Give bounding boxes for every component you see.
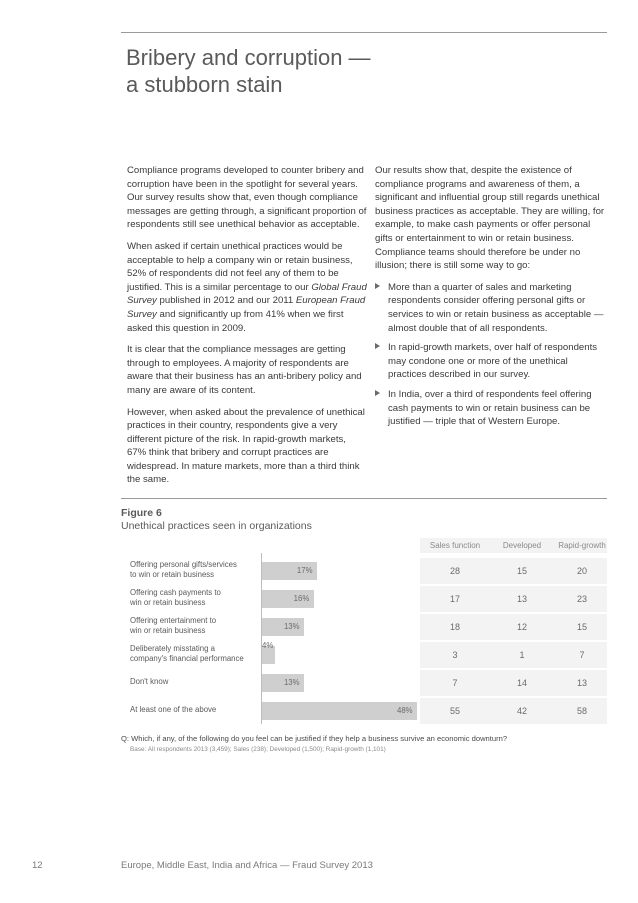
category-label (130, 677, 260, 687)
table-cell: 58 (576, 706, 587, 716)
footer-text: Europe, Middle East, India and Africa — Fraud Survey 2013 (121, 860, 373, 871)
paragraph-2-text-b: published in 2012 and our 2011 (156, 295, 296, 307)
table-cell: 18 (449, 622, 460, 632)
table-column-header: Rapid-growth (558, 541, 606, 550)
table-column-header: Developed (502, 541, 542, 550)
page-number: 12 (32, 860, 43, 871)
paragraph-2-emphasis-global-fraud-survey: Global Fraud Survey (127, 281, 367, 307)
bar-value-label: 13% (283, 622, 300, 631)
table-cell: 42 (516, 706, 527, 716)
category-label-line: win or retain business (130, 598, 206, 607)
paragraph-2-text-a: When asked if certain unethical practices would be acceptable to help a company win or retain business, 52% of respondents did not feel any of them to be justified. This is a similar percentage to our (127, 240, 353, 293)
table-cell: 15 (576, 622, 587, 632)
paragraph-2 (127, 240, 367, 335)
page-title-line-2: a stubborn stain (126, 72, 283, 97)
category-label-line: Don't know (130, 677, 169, 686)
category-label-line: Offering cash payments to (130, 588, 221, 597)
paragraph-3: It is clear that the compliance messages are getting through to employees. A majority of respondents are aware that their business has an anti-bribery policy and many are aware of its content. (127, 344, 362, 396)
bar-value-label: 4% (262, 641, 274, 650)
page-title-line-1: Bribery and corruption — (126, 45, 371, 70)
bullet-text: More than a quarter of sales and marketing respondents consider offering personal gifts or services to win or retain business as acceptable — almost double that of all respondents. (388, 281, 604, 334)
category-label-line: company's financial performance (130, 654, 244, 663)
table-cell: 7 (579, 650, 585, 660)
figure-rule (121, 498, 607, 499)
category-label-line: Offering entertainment to (130, 616, 217, 625)
table-cell: 15 (516, 566, 527, 576)
bullet-text: In rapid-growth markets, over half of respondents may condone one or more of the unethical practices described in our survey. (388, 342, 598, 381)
bullet-arrow-icon (375, 283, 380, 289)
figure-label: Figure 6 (121, 507, 162, 519)
bullet-item (375, 388, 607, 429)
table-cell: 55 (449, 706, 460, 716)
figure-title: Unethical practices seen in organizations (121, 520, 312, 532)
table-cell: 23 (576, 594, 587, 604)
category-label (130, 644, 260, 664)
bar-value-label: 13% (283, 678, 300, 687)
table-cell: 20 (576, 566, 587, 576)
paragraph-2-text-c: and significantly up from 41% when we first asked this question in 2009. (127, 308, 344, 334)
footnote-base: Base: All respondents 2013 (3,459); Sales (238); Developed (1,500); Rapid-growth (1,101) (130, 746, 386, 753)
table-cell: 12 (516, 622, 527, 632)
bullet-arrow-icon (375, 343, 380, 349)
table-cell: 1 (519, 650, 525, 660)
right-intro-paragraph: Our results show that, despite the existence of compliance programs and awareness of them, a significant and influential group still regards unethical business practices as acceptable. They are willing, for example, to make cash payments or offer personal gifts or entertainment to win or retain business. Compliance teams should therefore be under no illusion; there is still some way to go: (375, 165, 605, 272)
left-column (127, 164, 367, 495)
bullet-text: In India, over a third of respondents feel offering cash payments to win or retain business can be justified — triple that of Western Europe. (388, 388, 592, 428)
footnote-question: Q: Which, if any, of the following do you feel can be justified if they help a business survive an economic downturn? (121, 734, 508, 743)
paragraph-4: However, when asked about the prevalence of unethical practices in their country, respondents give a very different picture of the risk. In rapid-growth markets, 67% think that bribery and corrupt practices are widespread. In mature markets, more than a third think the same. (127, 406, 365, 486)
category-label-line: to win or retain business (130, 570, 215, 579)
bullet-item (375, 341, 607, 382)
category-label (130, 588, 260, 608)
category-label (130, 705, 260, 715)
table-cell: 13 (516, 594, 527, 604)
table-cell: 17 (449, 594, 460, 604)
category-label-line: Deliberately misstating a (130, 644, 215, 653)
table-cell: 28 (449, 566, 460, 576)
right-column (375, 164, 607, 435)
table-cell: 7 (452, 678, 458, 688)
bar-value-label: 16% (293, 594, 310, 603)
bullet-arrow-icon (375, 390, 380, 396)
table-cell: 14 (516, 678, 527, 688)
table-cell: 13 (576, 678, 587, 688)
bullet-item (375, 281, 607, 335)
top-rule (121, 32, 607, 33)
category-label-line: Offering personal gifts/services (130, 560, 237, 569)
bar-value-label: 48% (397, 706, 413, 715)
category-label (130, 560, 260, 580)
bar (262, 702, 417, 720)
paragraph-1: Compliance programs developed to counter bribery and corruption have been in the spotlight for several years. Our survey results show that, even though compliance messages are getting through, a significant proportion of respondents still see unethical behavior as acceptable. (127, 165, 367, 231)
category-label-line: win or retain business (130, 626, 206, 635)
category-label (130, 616, 260, 636)
table-column-header: Sales function (429, 541, 481, 550)
table-cell: 3 (452, 650, 458, 660)
bullet-list (375, 281, 607, 429)
page-title (126, 44, 546, 98)
bar-value-label: 17% (296, 566, 313, 575)
category-label-line: At least one of the above (130, 705, 217, 714)
paragraph-2-emphasis-european-fraud-survey: European Fraud Survey (127, 295, 366, 320)
